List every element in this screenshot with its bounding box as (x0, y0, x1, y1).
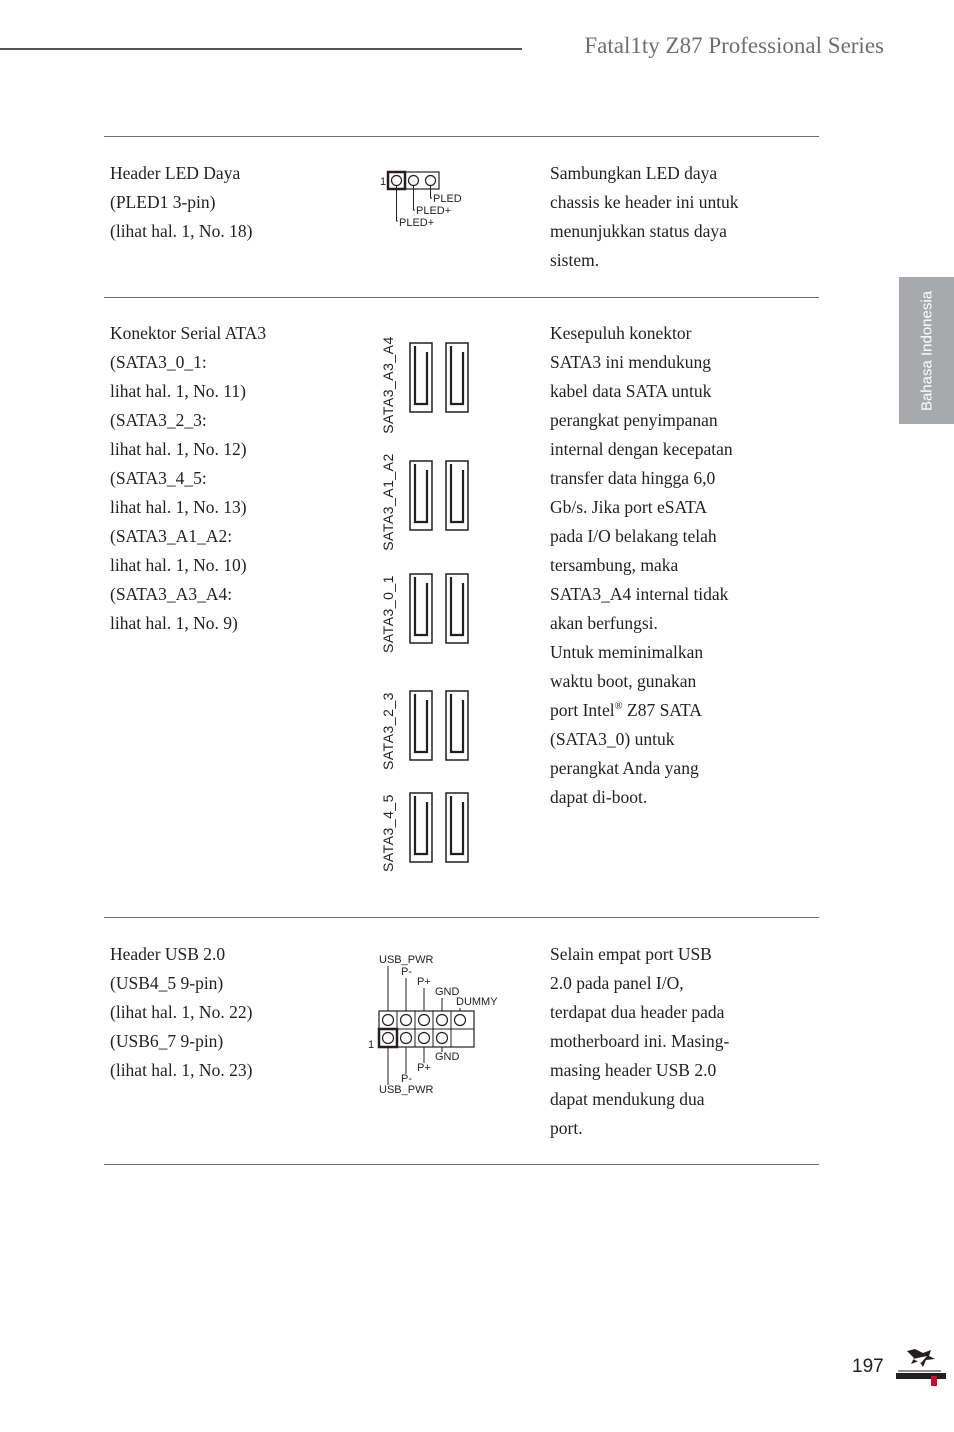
sata-port-key (415, 464, 427, 522)
sata-port-key (415, 346, 427, 404)
pled-wire (397, 186, 399, 222)
sata-port-outline (410, 343, 432, 412)
text-line: lihat hal. 1, No. 11) (110, 381, 246, 401)
sata-port-key (415, 694, 427, 752)
sata-port-label: SATA3_A3_A4 (380, 336, 396, 434)
sata3-connectors-diagram (406, 340, 472, 870)
sata-port-pair-a1-a2 (410, 461, 468, 530)
sata-port-outline (446, 574, 468, 643)
text-line: SATA3_A4 internal tidak (550, 584, 729, 604)
text-line: perangkat penyimpanan (550, 410, 718, 430)
text-line: 2.0 pada panel I/O, (550, 973, 684, 993)
page-number: 197 (852, 1356, 884, 1377)
usb2-header-diagram (364, 950, 504, 1098)
usb-pin-label: P+ (417, 1062, 431, 1074)
usb-pin-label: USB_PWR (379, 954, 434, 966)
text-line: dapat di-boot. (550, 787, 648, 807)
text-line: (SATA3_A3_A4: (110, 584, 233, 604)
sata-port-outline (410, 691, 432, 760)
sata-port-pair-2-3 (410, 691, 468, 760)
usb-pin-label: P+ (417, 976, 431, 988)
registered-mark: ® (614, 701, 623, 713)
text-line: Sambungkan LED daya (550, 163, 718, 183)
sata-port-outline (446, 793, 468, 862)
usb-pin-label: USB_PWR (379, 1084, 434, 1096)
sata-port-outline (410, 574, 432, 643)
pled-label: PLED+ (416, 205, 452, 217)
pin-1-label: 1 (380, 176, 387, 188)
sata-port-pair-0-1 (410, 574, 468, 643)
pin-1-label: 1 (368, 1039, 375, 1051)
usb-bottom-wires (388, 1047, 442, 1085)
table-rule-2 (104, 917, 819, 918)
text-line: Selain empat port USB (550, 944, 712, 964)
text-line: akan berfungsi. (550, 613, 658, 633)
sata-port-key (451, 577, 463, 635)
pled-label: PLED+ (399, 217, 435, 229)
sata-port-key (451, 346, 463, 404)
usb2-header-description (110, 940, 252, 1085)
usb2-header-explanation (550, 940, 729, 1143)
text-line: menunjukkan status daya (550, 221, 727, 241)
text-line: masing header USB 2.0 (550, 1060, 717, 1080)
text-line: pada I/O belakang telah (550, 526, 717, 546)
text-line: transfer data hingga 6,0 (550, 468, 716, 488)
text-line: (SATA3_4_5: (110, 468, 207, 488)
usb-pin-label: GND (435, 1051, 460, 1063)
text-line: Untuk meminimalkan (550, 642, 704, 662)
table-rule-top (104, 136, 819, 137)
text-line: motherboard ini. Masing- (550, 1031, 730, 1051)
text-line: (lihat hal. 1, No. 18) (110, 221, 253, 241)
text-line: lihat hal. 1, No. 13) (110, 497, 247, 517)
text-line: (SATA3_0_1: (110, 352, 207, 372)
usb-pin-label: DUMMY (456, 996, 498, 1008)
text-line: SATA3 ini mendukung (550, 352, 711, 372)
text-line: Header LED Daya (110, 163, 241, 183)
fatal1ty-logo-icon (893, 1347, 948, 1387)
text-line: (lihat hal. 1, No. 23) (110, 1060, 253, 1080)
pled-pin (392, 176, 402, 186)
text-line: internal dengan kecepatan (550, 439, 733, 459)
intel-suffix-text: Z87 SATA (622, 700, 702, 720)
sata-port-label: SATA3_0_1 (380, 575, 396, 653)
text-line: (lihat hal. 1, No. 22) (110, 1002, 253, 1022)
language-tab-label: Bahasa Indonesia (918, 290, 935, 411)
text-line: dapat mendukung dua (550, 1089, 705, 1109)
sata-port-outline (446, 461, 468, 530)
sata-port-outline (410, 793, 432, 862)
sata-port-label: SATA3_4_5 (380, 794, 396, 872)
pled-header-explanation (550, 159, 739, 275)
pled-connector-diagram (376, 166, 476, 232)
text-line: waktu boot, gunakan (550, 671, 697, 691)
pled-pin (409, 176, 419, 186)
pled-header-description (110, 159, 252, 246)
text-line: Kesepuluh konektor (550, 323, 692, 343)
usb-pin-label: P- (401, 966, 412, 978)
table-rule-bottom (104, 1164, 819, 1165)
text-line: Gb/s. Jika port eSATA (550, 497, 708, 517)
text-line: (SATA3_A1_A2: (110, 526, 233, 546)
text-line: port. (550, 1118, 583, 1138)
intel-text: port Intel (550, 700, 615, 720)
text-line: Header USB 2.0 (110, 944, 226, 964)
pled-pin (426, 176, 436, 186)
text-line: (PLED1 3-pin) (110, 192, 216, 212)
sata3-connector-explanation (550, 319, 733, 812)
sata-port-key (451, 796, 463, 854)
sata-port-outline (410, 461, 432, 530)
usb-pin-1-box (379, 1029, 397, 1047)
sata-port-pair-a3-a4 (410, 343, 468, 412)
text-line: (SATA3_2_3: (110, 410, 207, 430)
text-line (550, 696, 733, 725)
language-side-tab (899, 277, 954, 424)
text-line: (USB6_7 9-pin) (110, 1031, 224, 1051)
text-line: (USB4_5 9-pin) (110, 973, 224, 993)
text-line: sistem. (550, 250, 600, 270)
page-header-title: Fatal1ty Z87 Professional Series (584, 33, 884, 58)
table-rule-1 (104, 297, 819, 298)
text-line: lihat hal. 1, No. 10) (110, 555, 247, 575)
text-line: kabel data SATA untuk (550, 381, 712, 401)
sata-port-pair-4-5 (410, 793, 468, 862)
pled-label: PLED (433, 193, 462, 205)
text-line: Konektor Serial ATA3 (110, 323, 267, 343)
pled-wire (431, 186, 433, 199)
sata-port-outline (446, 343, 468, 412)
sata-port-label: SATA3_2_3 (380, 692, 396, 770)
text-line: (SATA3_0) untuk (550, 729, 675, 749)
text-line: terdapat dua header pada (550, 1002, 725, 1022)
sata3-connector-description (110, 319, 266, 638)
text-line: lihat hal. 1, No. 9) (110, 613, 238, 633)
text-line: chassis ke header ini untuk (550, 192, 739, 212)
sata-port-key (415, 796, 427, 854)
header-rule (0, 48, 522, 50)
sata-port-key (415, 577, 427, 635)
usb-pin-label: GND (435, 986, 460, 998)
sata-port-label: SATA3_A1_A2 (380, 453, 396, 551)
sata-port-key (451, 694, 463, 752)
usb-pin-label: P- (401, 1073, 412, 1085)
text-line: tersambung, maka (550, 555, 679, 575)
sata-port-outline (446, 691, 468, 760)
text-line: lihat hal. 1, No. 12) (110, 439, 247, 459)
text-line: perangkat Anda yang (550, 758, 699, 778)
sata-port-key (451, 464, 463, 522)
